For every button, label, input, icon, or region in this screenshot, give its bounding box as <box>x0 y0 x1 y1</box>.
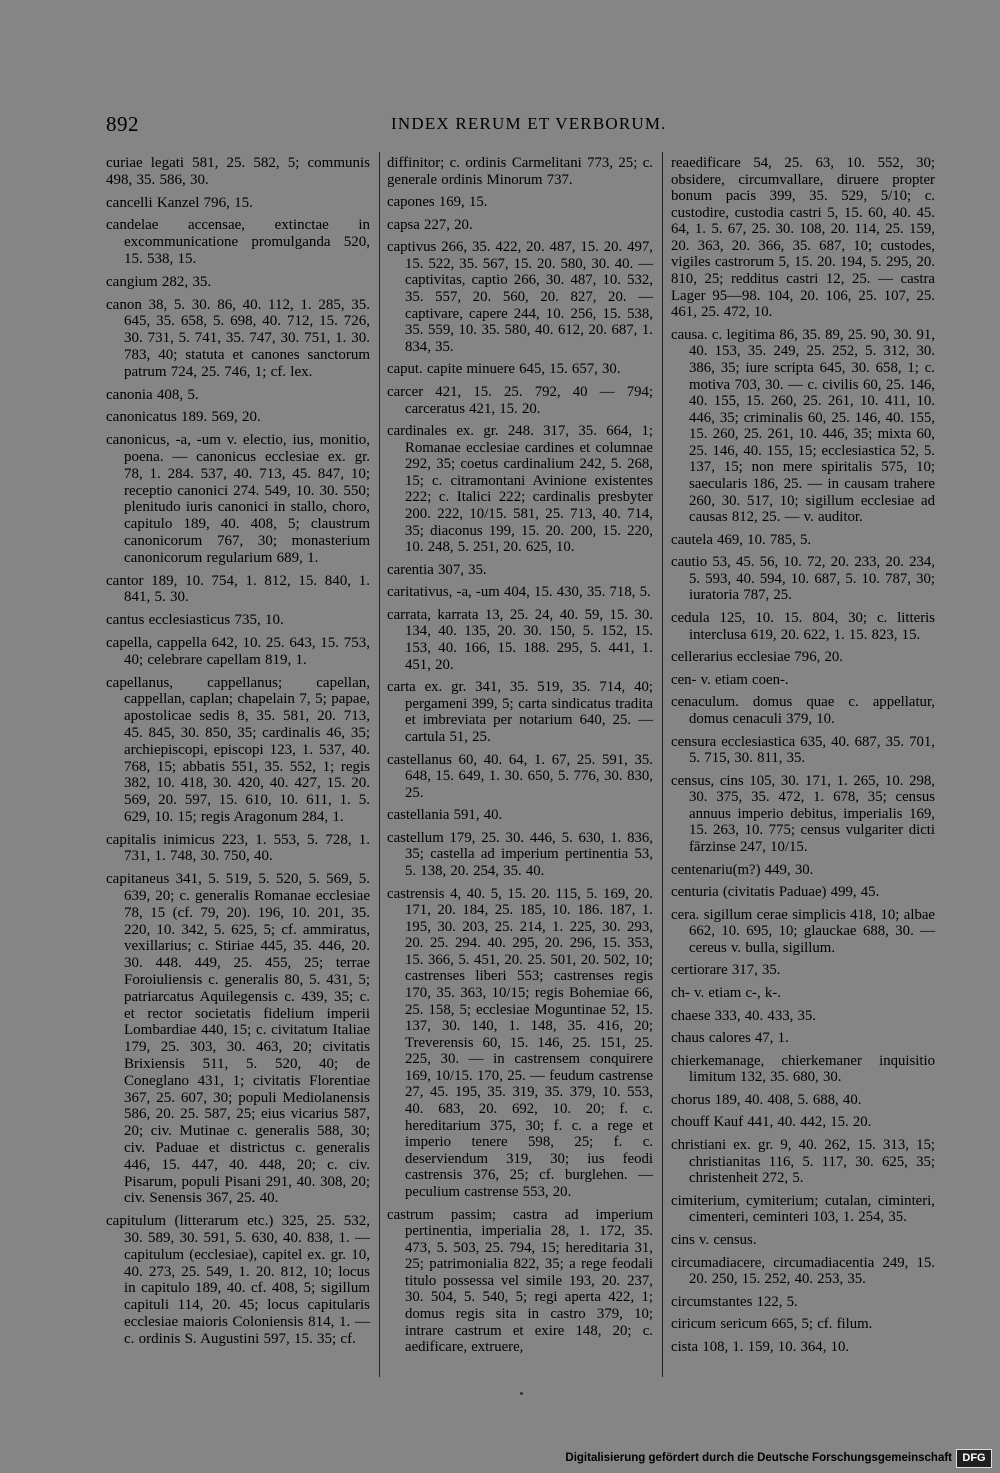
index-entry: causa. c. legitima 86, 35. 89, 25. 90, 30. 91, 40. 153, 35. 249, 25. 252, 5. 312, 30. 386, 35; iure scripta 645, 30. 658, 1; c. motiva 703, 30. — c. civilis 60, 25. 146, 40. 155, 15. 260, 25. 261, 10. 411, 10. 446, 35; criminalis 60, 25. 146, 40. 155, 15. 260, 25. 261, 10. 446, 35; mixta 60, 25. 146, 40. 155, 15; ecclesiastica 52, 5. 137, 15; non mere spiritalis 575, 10; saecularis 186, 25. — in causam trahere 260, 30. 517, 10; sigillum ecclesiae ad causas 812, 25. — v. auditor. <box>671 326 935 526</box>
index-column-right <box>671 155 935 1361</box>
page-header <box>106 112 892 142</box>
index-entry: certiorare 317, 35. <box>671 962 781 979</box>
running-title: INDEX RERUM ET VERBORUM. <box>391 114 667 133</box>
index-entry: cenaculum. domus quae c. appellatur, domus cenaculi 379, 10. <box>671 694 935 727</box>
index-entry: censura ecclesiastica 635, 40. 687, 35. 701, 5. 715, 30. 811, 35. <box>671 733 935 767</box>
footer <box>0 1446 1000 1473</box>
index-entry: census, cins 105, 30. 171, 1. 265, 10. 298, 30. 375, 35. 472, 1. 678, 35; census annuus imperio debitus, imperialis 169, 15. 263, 10. 775; census vulgariter dicti fārzinse 247, 10/15. <box>671 772 935 855</box>
index-entry: reaedificare 54, 25. 63, 10. 552, 30; obsidere, circumvallare, diruere propter bonum pacis 399, 35. 529, 5/10; c. custodire, custodia castri 5, 15. 60, 40. 45. 64, 1. 5. 67, 25. 30. 108, 20. 114, 25. 159, 20. 363, 20. 366, 35. 687, 10; custodes, vigiles castrorum 5, 15. 20. 194, 5. 295, 20. 810, 25; redditus castri 12, 25. — castra Lager 95—98. 104, 20. 106, 25. 107, 25. 461, 25. 472, 10. <box>671 155 935 321</box>
index-entry: capones 169, 15. <box>387 194 488 211</box>
index-entry: capitalis inimicus 223, 1. 553, 5. 728, 1. 731, 1. 748, 30. 750, 40. <box>106 831 370 865</box>
index-entry: capitulum (litterarum etc.) 325, 25. 532, 30. 589, 30. 591, 5. 630, 40. 838, 1. — capitulum (ecclesiae), capitel ex. gr. 10, 40. 273, 25. 549, 1. 20. 812, 10; locus in capitulo 189, 40. cf. 408, 5; sigillum capituli 114, 20. 45; locus capitularis ecclesiae maioris Coloniensis 814, 1. — c. ordinis S. Augustini 597, 15. 35; cf. <box>106 1213 370 1347</box>
footer-credit: Digitalisierung gefördert durch die Deutsche Forschungsgemeinschaft <box>565 1452 952 1464</box>
index-entry: carrata, karrata 13, 25. 24, 40. 59, 15. 30. 134, 40. 135, 20. 30. 150, 5. 152, 15. 153, 40. 166, 15. 188. 295, 5. 441, 1. 451, 20. <box>387 606 653 673</box>
index-entry: canonia 408, 5. <box>106 386 199 403</box>
index-entry: cellerarius ecclesiae 796, 20. <box>671 649 843 666</box>
page-mark <box>520 1392 523 1395</box>
index-entry: diffinitor; c. ordinis Carmelitani 773, 25; c. generale ordinis Minorum 737. <box>387 155 653 188</box>
index-entry: canonicus, -a, -um v. electio, ius, monitio, poena. — canonicus ecclesiae ex. gr. 78, 1. 284. 537, 40. 713, 45. 847, 10; receptio canonici 274. 549, 10. 30. 550; plenitudo iuris canonici in stallo, choro, capitulo 189, 40. 408, 5; claustrum canonicorum 767, 30; monasterium canonicorum regularium 689, 1. <box>106 432 370 566</box>
index-entry: capsa 227, 20. <box>387 216 473 233</box>
index-entry: centuria (civitatis Paduae) 499, 45. <box>671 884 880 901</box>
index-entry: castrensis 4, 40. 5, 15. 20. 115, 5. 169, 20. 171, 20. 184, 25. 185, 10. 186. 187, 1. 195, 30. 203, 25. 214, 1. 225, 30. 293, 20. 25. 294. 40. 295, 20. 296, 15. 353, 15. 366, 5. 451, 20. 25. 501, 20. 502, 10; castrenses liberi 553; castrenses regis 170, 35. 363, 10/15; regis Bohemiae 66, 25. 158, 5; ecclesiae Moguntinae 52, 15. 137, 30. 140, 1. 148, 35. 416, 20; Treverensis 60, 15. 146, 25. 151, 25. 225, 30. — in castrensem conquirere 169, 10/15. 170, 25. — feudum castrense 27, 45. 195, 35. 319, 35. 379, 10. 553, 40. 683, 20. 692, 10. 20; f. c. hereditarium 375, 30; f. c. a rege et imperio tenere 598, 25; f. c. deserviendum 319, 30; ius feodi castrensis 376, 25; cf. burglehen. — peculium castrense 553, 20. <box>387 885 653 1200</box>
index-entry: canonicatus 189. 569, 20. <box>106 409 261 426</box>
index-entry: cista 108, 1. 159, 10. 364, 10. <box>671 1338 850 1355</box>
index-entry: chierkemanage, chierkemaner inquisitio limitum 132, 35. 680, 30. <box>671 1052 935 1086</box>
index-entry: castellanus 60, 40. 64, 1. 67, 25. 591, 35. 648, 15. 649, 1. 30. 650, 5. 776, 30. 830, 25. <box>387 751 653 801</box>
index-entry: capella, cappella 642, 10. 25. 643, 15. 753, 40; celebrare capellam 819, 1. <box>106 634 370 668</box>
index-entry: circumstantes 122, 5. <box>671 1293 798 1310</box>
index-entry: cautio 53, 45. 56, 10. 72, 20. 233, 20. 234, 5. 593, 40. 594, 10. 687, 5. 10. 787, 30; iuratoria 787, 25. <box>671 554 935 604</box>
index-entry: chaus calores 47, 1. <box>671 1030 789 1047</box>
index-entry: castellania 591, 40. <box>387 807 503 824</box>
index-entry: castrum passim; castra ad imperium pertinentia, imperialia 28, 1. 172, 35. 473, 5. 503, 25. 794, 15; hereditaria 31, 25; patrimonialia 822, 35; a rege feodali titulo possessa vel simile 193, 20. 237, 30. 504, 5. 540, 5; regi aperta 422, 1; domus regis sita in castro 379, 10; intrare castrum et exire 148, 20; c. aedificare, extruere, <box>387 1206 653 1356</box>
index-entry: cancelli Kanzel 796, 15. <box>106 194 253 211</box>
index-entry: cera. sigillum cerae simplicis 418, 10; albae 662, 10. 695, 10; glauckae 688, 30. — cereus v. bulla, sigillum. <box>671 906 935 956</box>
index-entry: chaese 333, 40. 433, 35. <box>671 1007 817 1024</box>
index-entry: cins v. census. <box>671 1231 757 1248</box>
index-column-middle <box>387 155 653 1362</box>
index-entry: cardinales ex. gr. 248. 317, 35. 664, 1; Romanae ecclesiae cardines et columnae 292, 35; coetus cardinalium 242, 5. 268, 15; c. citramontani Avinione existentes 222; c. Italici 222; cardinalis presbyter 200. 222, 10/15. 581, 25. 713, 40. 714, 35; diaconus 199, 15. 20. 200, 15. 220, 10. 248, 5. 251, 20. 625, 10. <box>387 423 653 556</box>
dfg-logo: DFG <box>956 1449 992 1468</box>
index-entry: cantus ecclesiasticus 735, 10. <box>106 612 284 629</box>
index-entry: carta ex. gr. 341, 35. 519, 35. 714, 40; pergameni 399, 5; carta sindicatus tradita et imbreviata per notarium 640, 25. — cartula 51, 25. <box>387 679 653 745</box>
column-divider <box>379 152 380 1377</box>
index-entry: cimiterium, cymiterium; cutalan, ciminteri, cimenteri, ceminteri 103, 1. 254, 35. <box>671 1192 935 1226</box>
index-entry: circumadiacere, circumadiacentia 249, 15. 20. 250, 15. 252, 40. 253, 35. <box>671 1254 935 1288</box>
index-entry: centenariu(m?) 449, 30. <box>671 861 814 878</box>
page-number: 892 <box>106 112 139 136</box>
index-entry: captivus 266, 35. 422, 20. 487, 15. 20. 497, 15. 522, 35. 567, 15. 20. 580, 30. 40. — captivitas, captio 266, 30. 487, 10. 532, 35. 557, 20. 560, 20. 827, 20. — captivare, capere 244, 10. 256, 15. 538, 35. 559, 10. 35. 580, 40. 612, 20. 687, 1. 834, 35. <box>387 239 653 355</box>
index-entry: ch- v. etiam c-, k-. <box>671 985 781 1002</box>
index-column-left <box>106 155 370 1354</box>
index-entry: cantor 189, 10. 754, 1. 812, 15. 840, 1. 841, 5. 30. <box>106 572 370 606</box>
index-entry: canon 38, 5. 30. 86, 40. 112, 1. 285, 35. 645, 35. 658, 5. 698, 40. 712, 15. 726, 30. 731, 5. 741, 35. 747, 30. 751, 1. 30. 783, 40; statuta et canones sanctorum patrum 724, 25. 746, 1; cf. lex. <box>106 296 370 380</box>
index-entry: chouff Kauf 441, 40. 442, 15. 20. <box>671 1114 872 1131</box>
index-entry: caritativus, -a, -um 404, 15. 430, 35. 718, 5. <box>387 584 651 601</box>
index-entry: capitaneus 341, 5. 519, 5. 520, 5. 569, 5. 639, 20; c. generalis Romanae ecclesiae 78, 15 (cf. 79, 20). 196, 10. 201, 35. 220, 10. 342, 5. 625, 5; cf. ammiratus, vexillarius; c. Stiriae 445, 35. 446, 20. 30. 448. 449, 25. 455, 25; terrae Foroiuliensis c. generalis 80, 5. 431, 5; patriarcatus Aquilegensis c. 439, 35; c. et rector societatis fidelium imperii Lombardiae 440, 15; c. civitatum Italiae 179, 25. 303, 30. 463, 20; civitatis Brixiensis 511, 5. 520, 40; de Coneglano 431, 1; civitatis Florentiae 367, 25. 607, 30; populi Mediolanensis 586, 20. 25. 587, 25; eius vicarius 587, 20; civ. Mutinae c. generalis 588, 30; civ. Paduae et districtus c. generalis 446, 15. 447, 40. 448, 20; c. civ. Pisarum, populi Pisani 291, 40. 308, 20; civ. Senensis 367, 25. 40. <box>106 871 370 1207</box>
index-entry: capellanus, cappellanus; capellan, cappellan, caplan; chapelain 7, 5; papae, apostolicae sedis 8, 35. 581, 20. 713, 45. 845, 30. 850, 35; cardinalis 46, 35; archiepiscopi, episcopi 123, 1. 537, 40. 768, 15; abbatis 551, 35. 552, 1; regis 382, 10. 418, 30. 420, 40. 427, 15. 20. 569, 20. 597, 15. 610, 10. 611, 1. 5. 629, 10. 15; regis Aragonum 284, 1. <box>106 674 370 825</box>
index-entry: cangium 282, 35. <box>106 273 212 290</box>
index-entry: ciricum sericum 665, 5; cf. filum. <box>671 1316 873 1333</box>
index-entry: chorus 189, 40. 408, 5. 688, 40. <box>671 1091 862 1108</box>
index-entry: carentia 307, 35. <box>387 561 487 578</box>
index-entry: christiani ex. gr. 9, 40. 262, 15. 313, 15; christianitas 116, 5. 117, 30. 625, 35; christenheit 272, 5. <box>671 1137 935 1187</box>
index-entry: cautela 469, 10. 785, 5. <box>671 531 812 548</box>
column-divider <box>662 152 663 1377</box>
index-entry: cen- v. etiam coen-. <box>671 671 789 688</box>
index-entry: carcer 421, 15. 25. 792, 40 — 794; carceratus 421, 15. 20. <box>387 383 653 417</box>
index-entry: cedula 125, 10. 15. 804, 30; c. litteris interclusa 619, 20. 622, 1. 15. 823, 15. <box>671 610 935 643</box>
index-entry: curiae legati 581, 25. 582, 5; communis 498, 35. 586, 30. <box>106 155 370 188</box>
index-entry: caput. capite minuere 645, 15. 657, 30. <box>387 361 621 378</box>
index-entry: castellum 179, 25. 30. 446, 5. 630, 1. 836, 35; castella ad imperium pertinentia 53, 5. 138, 20. 254, 35. 40. <box>387 829 653 879</box>
index-entry: candelae accensae, extinctae in excommunicatione promulganda 520, 15. 538, 15. <box>106 217 370 267</box>
